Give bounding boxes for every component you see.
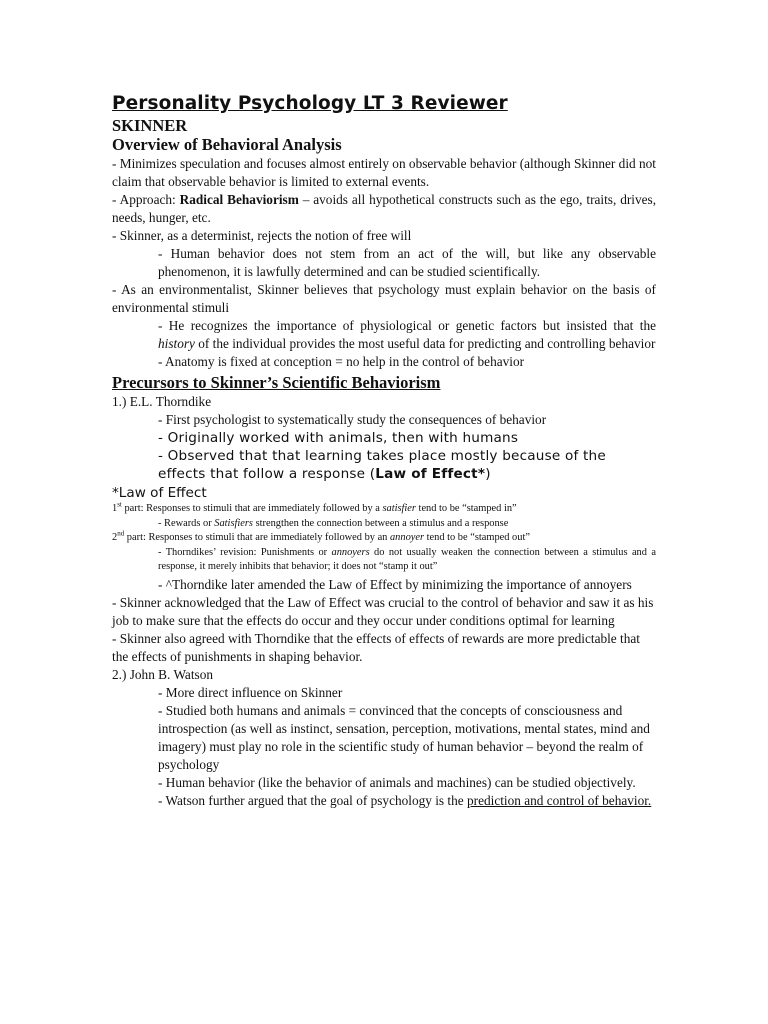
thorndike-point-1: - First psychologist to systematically study the consequences of behavior: [158, 412, 547, 427]
thorndike-label: 1.) E.L. Thorndike: [112, 394, 212, 409]
overview-environmentalist: - As an environmentalist, Skinner believes that psychology must explain behavior on the basis of environmental stimuli: [112, 282, 656, 315]
w4-text: - Watson further argued that the goal of psychology is the: [158, 792, 467, 808]
part1-ordinal: st: [117, 500, 122, 509]
approach-description: – avoids all hypothetical constructs such as the ego, traits, drives, needs, hunger, etc.: [112, 192, 657, 225]
skinner-heading: SKINNER: [112, 116, 188, 135]
skinner-agreed: - Skinner also agreed with Thorndike that the effects of effects of rewards are more predictable that the effects of punishments in shaping behavior.: [112, 630, 640, 664]
part2-sub-b: do not usually weaken the connection between a stimulus and a response, it merely inhibits that behavior; it does not “stamp it out”: [158, 546, 656, 572]
t3-text: - Observed that that learning takes place mostly because of the effects that follow a response (: [158, 448, 606, 482]
precursors-heading: Precursors to Skinner’s Scientific Behaviorism: [112, 373, 441, 392]
part1-sub-a: - Rewards or: [158, 517, 215, 529]
part2-sub-a: - Thorndikes’ revision: Punishments or: [158, 546, 332, 558]
law-part-2-sub: [112, 546, 656, 575]
prediction-control-underlined: prediction and control of behavior.: [467, 792, 652, 808]
satisfier-term: satisfier: [382, 503, 416, 514]
watson-point-1: - More direct influence on Skinner: [158, 684, 343, 700]
law-of-effect-heading: *Law of Effect: [112, 485, 207, 501]
history-term: history: [158, 336, 195, 351]
overview-environmentalist-sub-2: - Anatomy is fixed at conception = no help in the control of behavior: [158, 354, 525, 369]
annoyers-term: annoyers: [331, 546, 370, 558]
overview-approach: [112, 191, 656, 227]
part1-text-b: tend to be “stamped in”: [415, 503, 517, 514]
watson-label: 2.) John B. Watson: [112, 666, 213, 682]
part1-number: 1: [112, 503, 118, 514]
law-part-1-sub: [112, 517, 656, 532]
part2-ordinal: nd: [117, 529, 125, 538]
overview-paragraph-1: - Minimizes speculation and focuses almost entirely on observable behavior (although Skinner did not claim that observable behavior is limited to external events.: [112, 156, 656, 189]
thorndike-point-2: - Originally worked with animals, then with humans: [158, 430, 519, 446]
overview-heading: Overview of Behavioral Analysis: [112, 135, 342, 154]
sub1-text-a: - He recognizes the importance of physiological or genetic factors but insisted that the: [158, 318, 656, 333]
watson-point-2: - Studied both humans and animals = convinced that the concepts of consciousness and introspection (as well as instinct, sensation, perception, motivations, mental states, mind and imagery) must play no role in the scientific study of human behavior – beyond the realm of psychology: [158, 702, 650, 772]
skinner-acknowledged: - Skinner acknowledged that the Law of Effect was crucial to the control of behavior and saw it as his job to make sure that the effects do occur and they occur under conditions optimal for learning: [112, 594, 654, 628]
page-title: Personality Psychology LT 3 Reviewer: [112, 93, 508, 114]
overview-environmentalist-sub-1: [112, 317, 656, 353]
law-of-effect-term: Law of Effect*: [375, 466, 486, 482]
part2-number: 2: [112, 532, 118, 543]
t3-close: ): [485, 466, 491, 482]
radical-behaviorism-term: Radical Behaviorism: [179, 192, 299, 207]
sub1-text-b: of the individual provides the most useful data for predicting and controlling behavior: [194, 336, 656, 351]
part2-text-b: tend to be “stamped out”: [424, 532, 530, 543]
approach-label: - Approach:: [112, 192, 180, 207]
law-part-1: [112, 502, 656, 517]
law-part-2: [112, 531, 656, 546]
part1-text-a: part: Responses to stimuli that are immediately followed by a: [121, 503, 383, 514]
overview-determinist-sub: - Human behavior does not stem from an act of the will, but like any observable phenomenon, it is lawfully determined and can be studied scientifically.: [158, 246, 656, 279]
part2-text-a: part: Responses to stimuli that are immediately followed by an: [124, 532, 390, 543]
satisfiers-term: Satisfiers: [214, 517, 253, 529]
document-page: [112, 92, 656, 810]
thorndike-amendment: - ^Thorndike later amended the Law of Effect by minimizing the importance of annoyers: [158, 576, 632, 592]
annoyer-term: annoyer: [389, 532, 425, 543]
thorndike-point-3: [112, 447, 656, 483]
watson-point-3: - Human behavior (like the behavior of animals and machines) can be studied objectively.: [158, 774, 636, 790]
part1-sub-b: strengthen the connection between a stimulus and a response: [252, 517, 509, 529]
watson-point-4: [112, 792, 656, 810]
overview-determinist: - Skinner, as a determinist, rejects the notion of free will: [112, 228, 412, 243]
